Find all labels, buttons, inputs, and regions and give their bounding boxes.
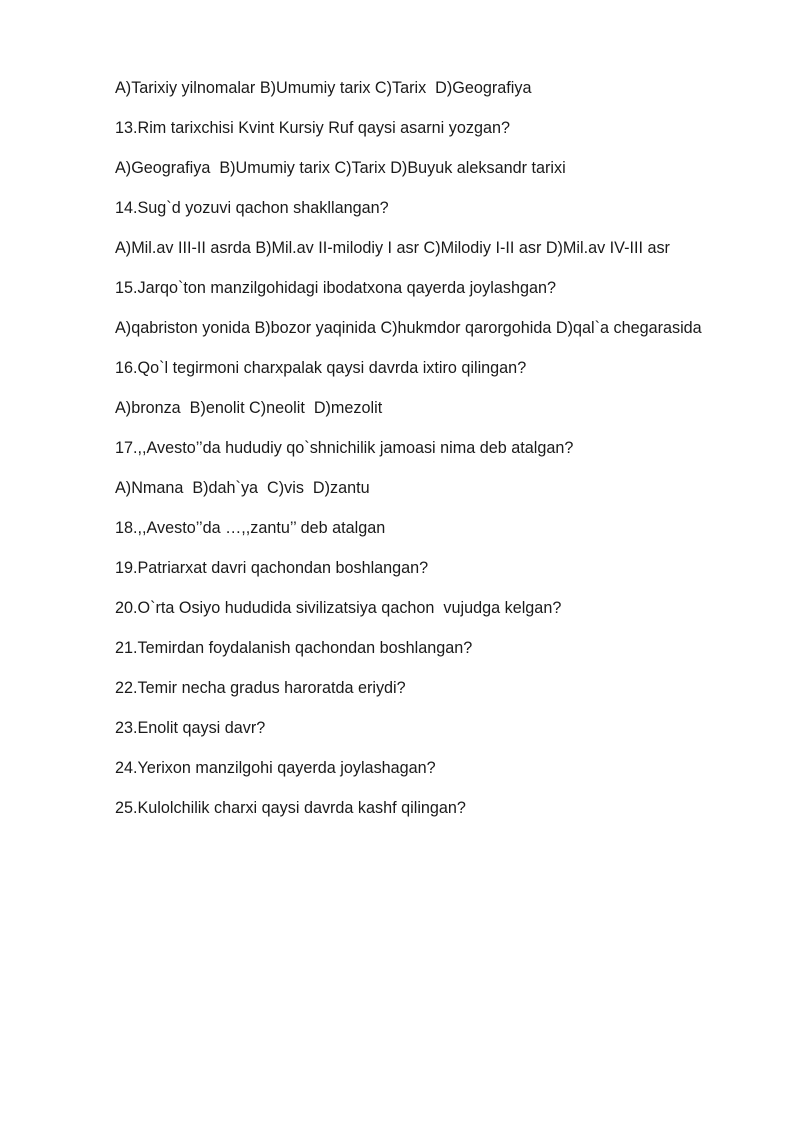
question-25: 25.Kulolchilik charxi qaysi davrda kashf qilingan? bbox=[115, 799, 466, 817]
question-16: 16.Qo`l tegirmoni charxpalak qaysi davrda ixtiro qilingan? bbox=[115, 359, 527, 377]
question-18: 18.,,Avesto’’da …,,zantu’’ deb atalgan bbox=[115, 519, 386, 537]
answer-options-16: A)bronza B)enolit C)neolit D)mezolit bbox=[115, 399, 383, 417]
question-21: 21.Temirdan foydalanish qachondan boshlangan? bbox=[115, 639, 473, 657]
answer-options-12: A)Tarixiy yilnomalar B)Umumiy tarix C)Tarix D)Geografiya bbox=[115, 79, 532, 97]
question-23: 23.Enolit qaysi davr? bbox=[115, 719, 266, 737]
question-20: 20.O`rta Osiyo hududida sivilizatsiya qachon vujudga kelgan? bbox=[115, 599, 562, 617]
answer-options-17: A)Nmana B)dah`ya C)vis D)zantu bbox=[115, 479, 370, 497]
answer-options-15: A)qabriston yonida B)bozor yaqinida C)hukmdor qarorgohida D)qal`a chegarasida bbox=[115, 319, 702, 337]
question-list bbox=[115, 76, 775, 836]
question-17: 17.,,Avesto’’da hududiy qo`shnichilik jamoasi nima deb atalgan? bbox=[115, 439, 574, 457]
question-22: 22.Temir necha gradus haroratda eriydi? bbox=[115, 679, 406, 697]
question-19: 19.Patriarxat davri qachondan boshlangan? bbox=[115, 559, 429, 577]
question-13: 13.Rim tarixchisi Kvint Kursiy Ruf qaysi asarni yozgan? bbox=[115, 119, 510, 137]
answer-options-13: A)Geografiya B)Umumiy tarix C)Tarix D)Buyuk aleksandr tarixi bbox=[115, 159, 566, 177]
question-24: 24.Yerixon manzilgohi qayerda joylashagan? bbox=[115, 759, 436, 777]
answer-options-14: A)Mil.av III-II asrda B)Mil.av II-milodiy I asr C)Milodiy I-II asr D)Mil.av IV-III asr bbox=[115, 239, 670, 257]
question-15: 15.Jarqo`ton manzilgohidagi ibodatxona qayerda joylashgan? bbox=[115, 279, 556, 297]
question-14: 14.Sug`d yozuvi qachon shakllangan? bbox=[115, 199, 389, 217]
